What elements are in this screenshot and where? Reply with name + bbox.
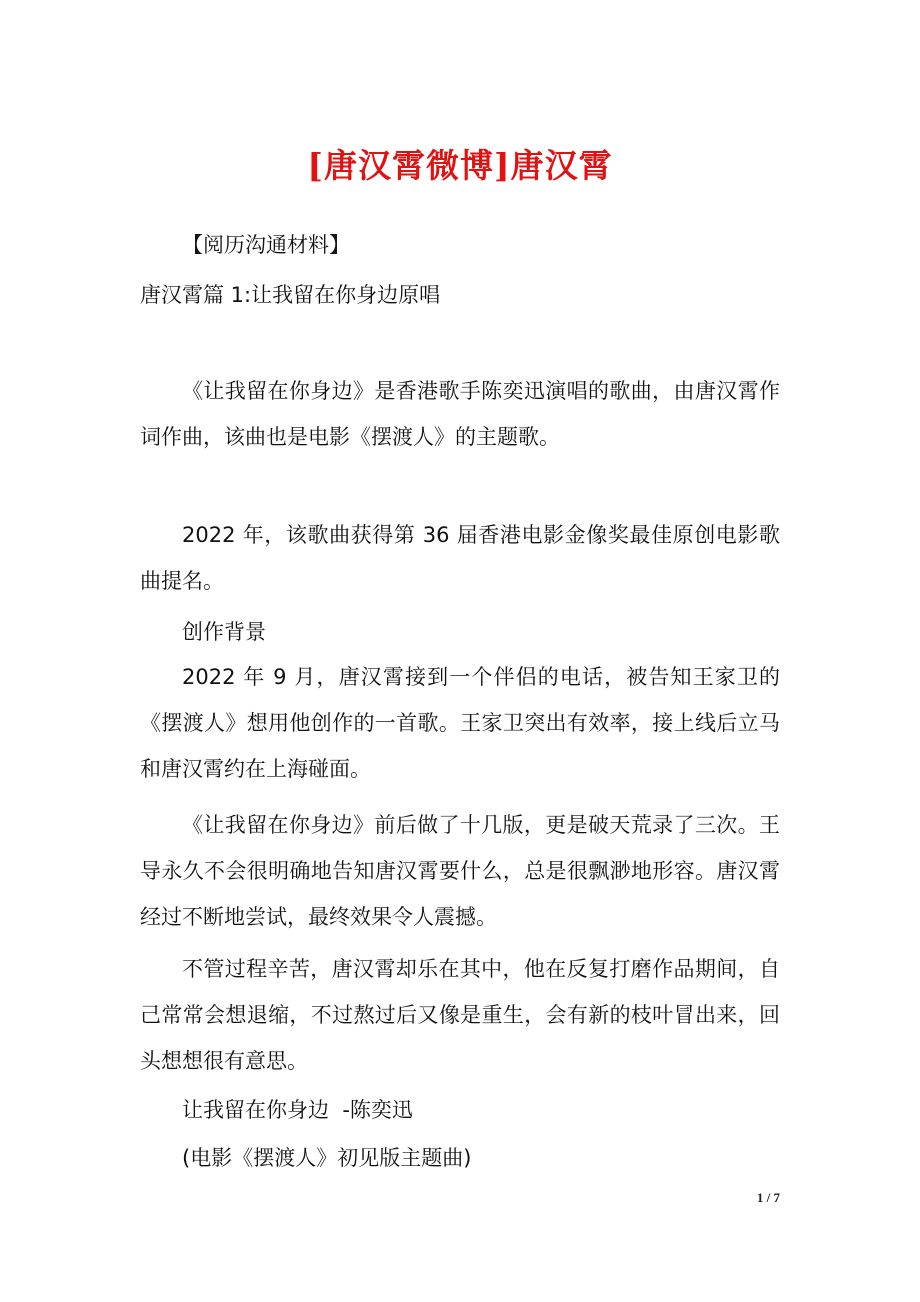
paragraph-1: 《让我留在你身边》是香港歌手陈奕迅演唱的歌曲，由唐汉霄作词作曲，该曲也是电影《摆渡人》的主题歌。 xyxy=(140,379,780,449)
article-subtitle: 唐汉霄篇 1:让我留在你身边原唱 xyxy=(140,283,441,307)
section-label: 【阅历沟通材料】 xyxy=(182,233,350,257)
paragraph-5: 不管过程辛苦，唐汉霄却乐在其中，他在反复打磨作品期间，自己常常会想退缩，不过熬过后又像是重生，会有新的枝叶冒出来，回头想想很有意思。 xyxy=(140,957,780,1073)
paragraph-3: 2022 年 9 月，唐汉霄接到一个伴侣的电话，被告知王家卫的《摆渡人》想用他创作的一首歌。王家卫突出有效率，接上线后立马和唐汉霄约在上海碰面。 xyxy=(140,665,780,781)
song-note: (电影《摆渡人》初见版主题曲) xyxy=(182,1146,472,1170)
paragraph-2: 2022 年，该歌曲获得第 36 届香港电影金像奖最佳原创电影歌曲提名。 xyxy=(140,523,780,593)
document-title: [唐汉霄微博]唐汉霄 xyxy=(307,146,613,185)
page-number: 1 / 7 xyxy=(756,1190,780,1205)
paragraph-4: 《让我留在你身边》前后做了十几版，更是破天荒录了三次。王导永久不会很明确地告知唐汉霄要什么，总是很飘渺地形容。唐汉霄经过不断地尝试，最终效果令人震撼。 xyxy=(140,813,780,929)
section-heading-background: 创作背景 xyxy=(182,620,266,644)
song-credit: 让我留在你身边 -陈奕迅 xyxy=(182,1098,413,1122)
